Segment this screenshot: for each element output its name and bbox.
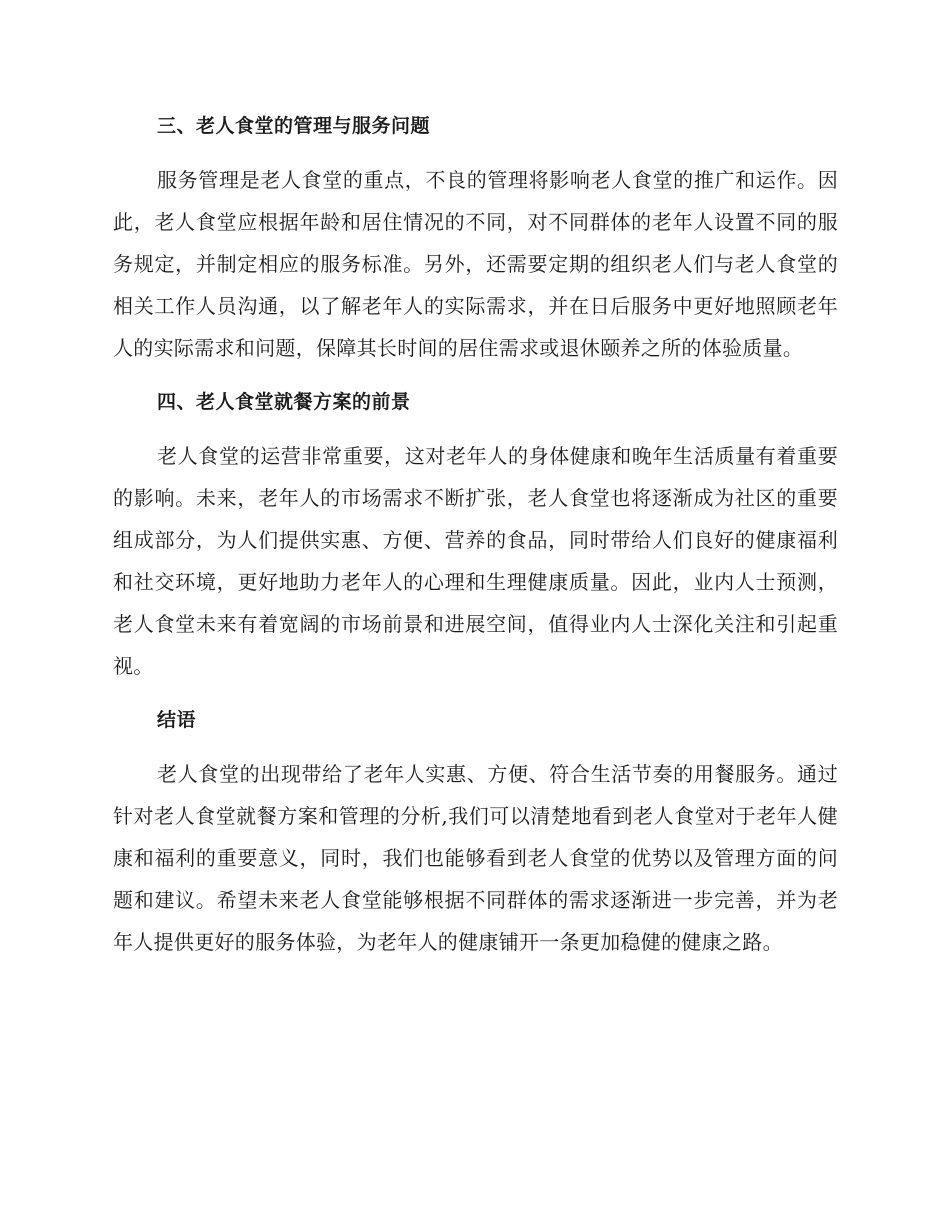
conclusion-heading: 结语 — [157, 709, 197, 731]
conclusion-paragraph: 老人食堂的出现带给了老年人实惠、方便、符合生活节奏的用餐服务。通过针对老人食堂就餐方案和管理的分析,我们可以清楚地看到老人食堂对于老年人健康和福利的重要意义，同时，我们也能够看到老人食堂的优势以及管理方面的问题和建议。希望未来老人食堂能够根据不同群体的需求逐渐进一步完善，并为老年人提供更好的服务体验，为老年人的健康铺开一条更加稳健的健康之路。 — [113, 762, 838, 954]
section-3-heading: 三、老人食堂的管理与服务问题 — [157, 115, 431, 137]
section-3-paragraph: 服务管理是老人食堂的重点，不良的管理将影响老人食堂的推广和运作。因此，老人食堂应根据年龄和居住情况的不同，对不同群体的老年人设置不同的服务规定，并制定相应的服务标准。另外，还需要定期的组织老人们与老人食堂的相关工作人员沟通，以了解老年人的实际需求，并在日后服务中更好地照顾老年人的实际需求和问题，保障其长时间的居住需求或退休颐养之所的体验质量。 — [113, 168, 838, 360]
section-4-paragraph: 老人食堂的运营非常重要，这对老年人的身体健康和晚年生活质量有着重要的影响。未来，老年人的市场需求不断扩张，老人食堂也将逐渐成为社区的重要组成部分，为人们提供实惠、方便、营养的食品，同时带给人们良好的健康福利和社交环境，更好地助力老年人的心理和生理健康质量。因此，业内人士预测，老人食堂未来有着宽阔的市场前景和进展空间，值得业内人士深化关注和引起重视。 — [113, 444, 838, 678]
document-body — [113, 105, 838, 975]
section-4-heading: 四、老人食堂就餐方案的前景 — [157, 391, 411, 413]
